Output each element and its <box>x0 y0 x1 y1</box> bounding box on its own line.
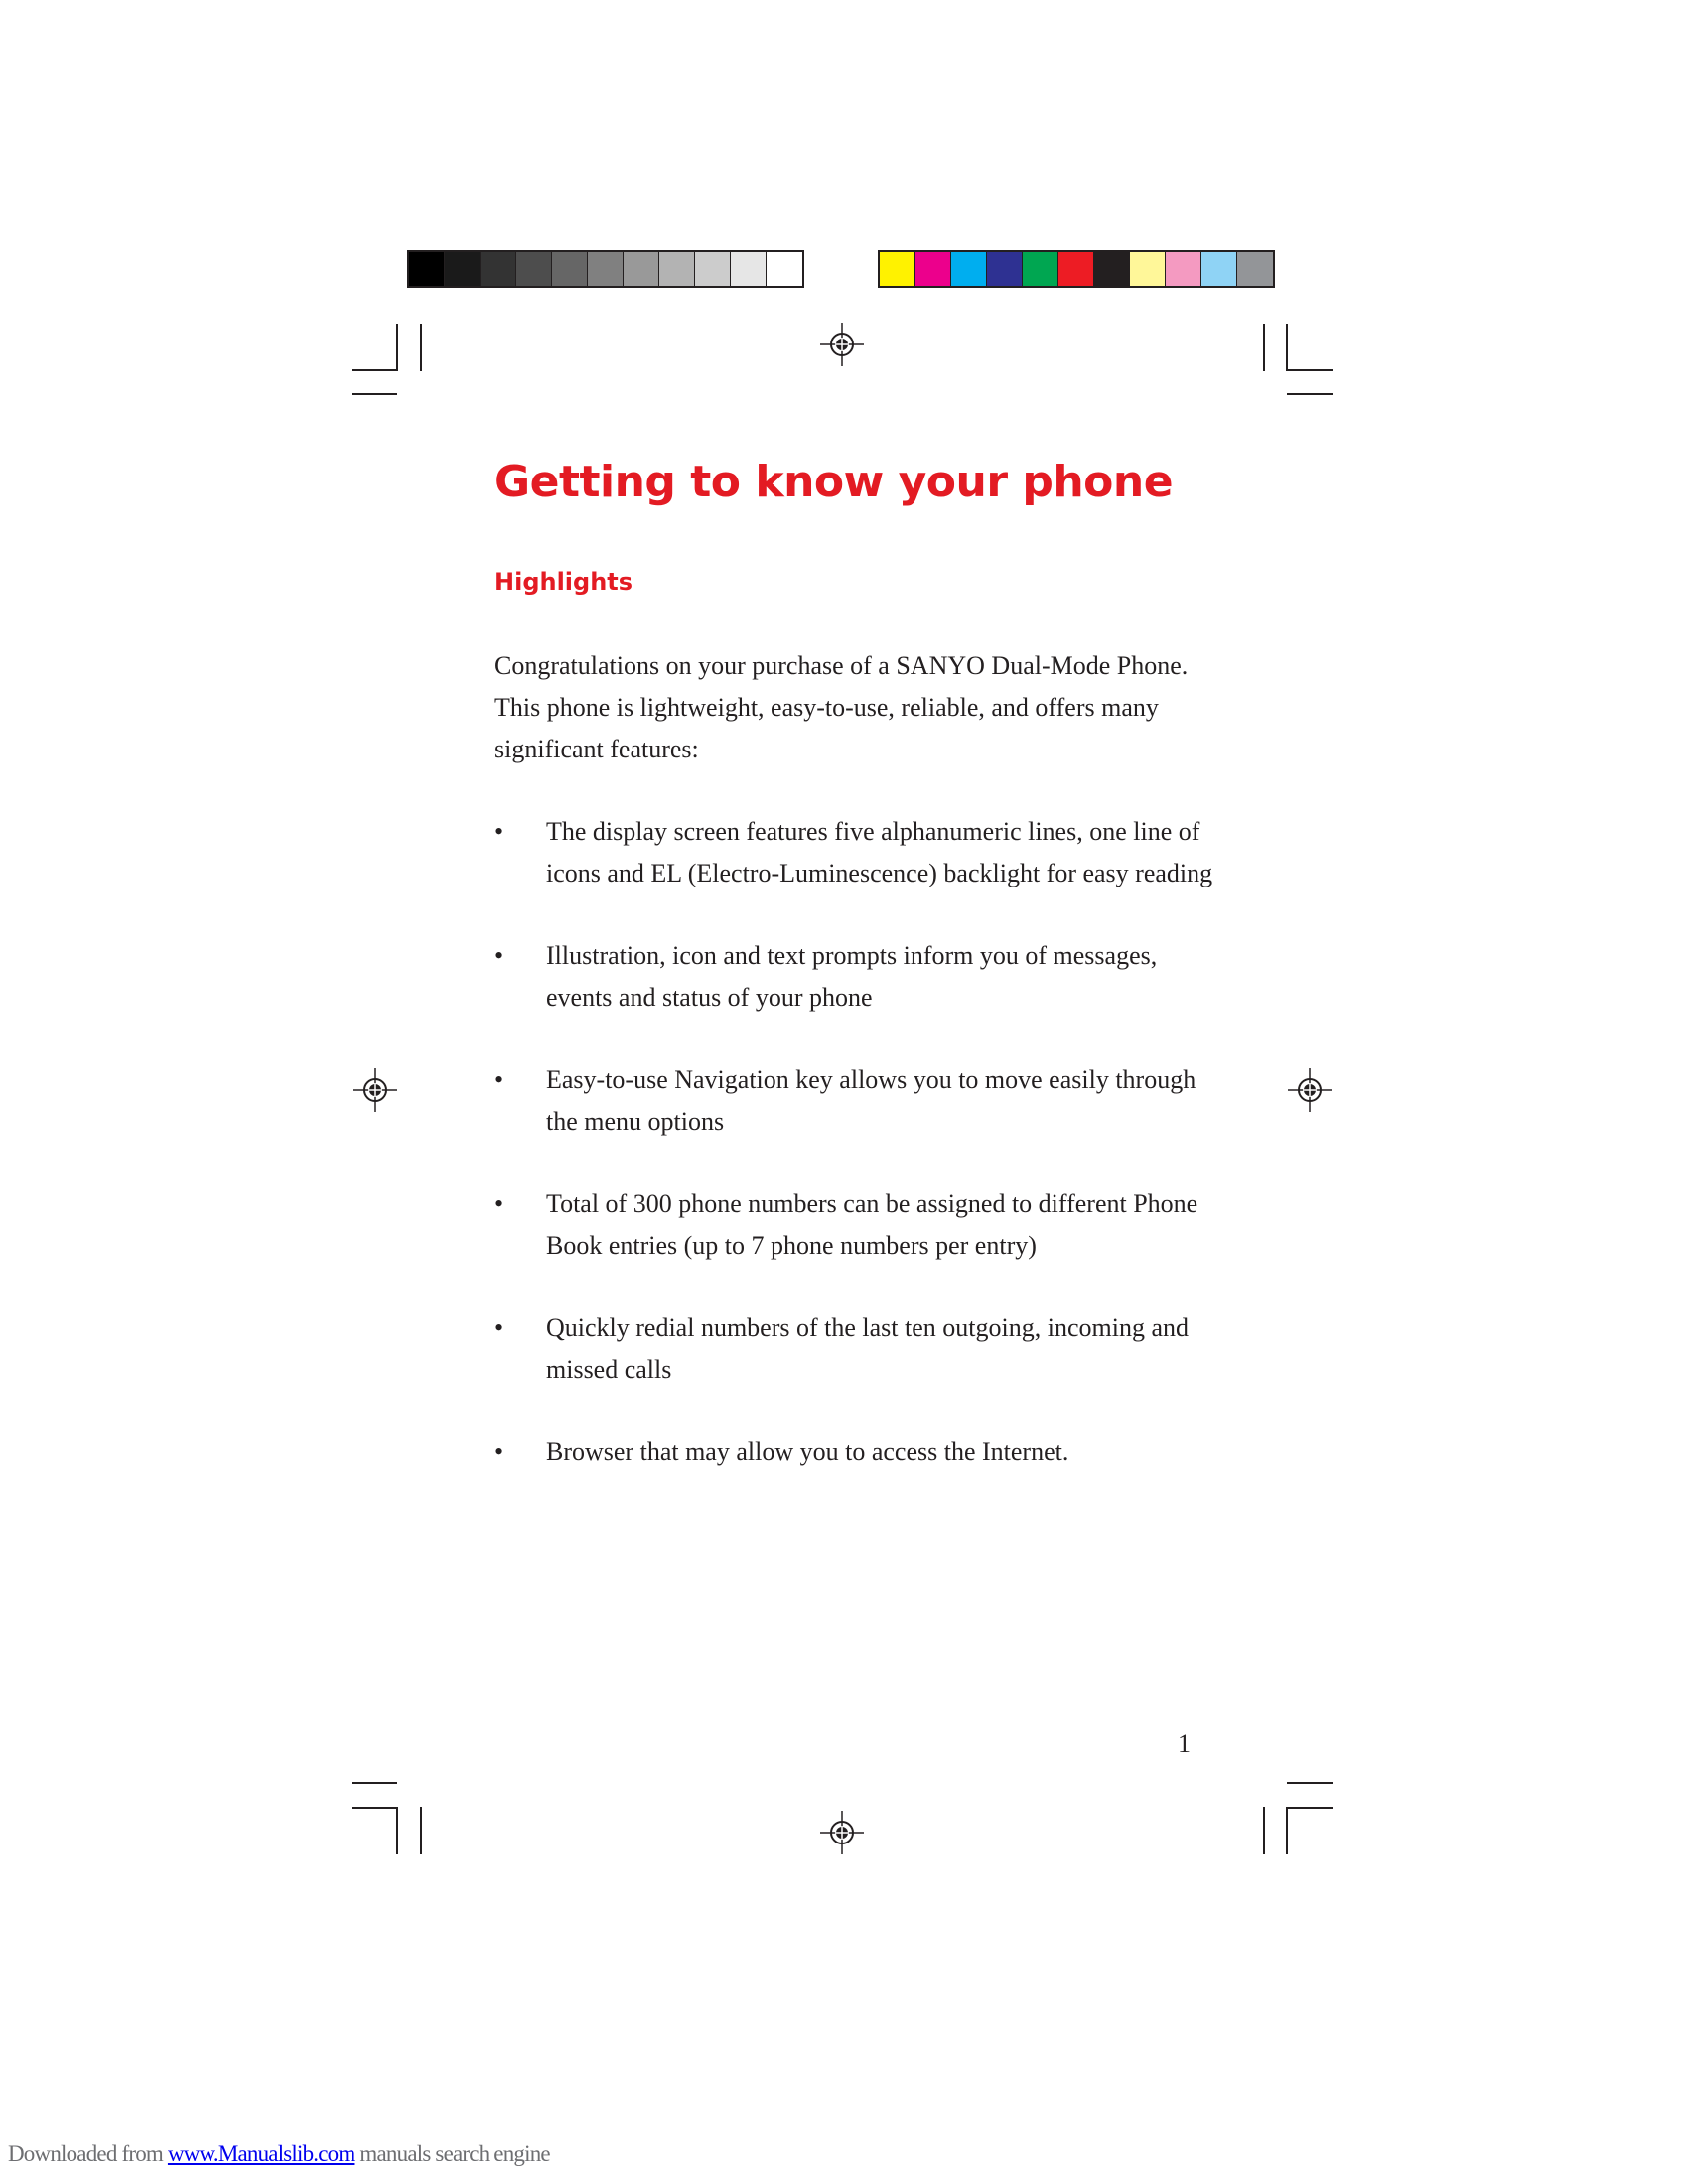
calibration-swatch <box>1237 252 1273 286</box>
footer-suffix: manuals search engine <box>354 2141 550 2166</box>
section-heading: Highlights <box>494 568 633 596</box>
crop-mark <box>1287 369 1333 371</box>
intro-paragraph: Congratulations on your purchase of a SANYO Dual-Mode Phone. This phone is lightweight, easy-to-use, reliable, and offers many significant features: <box>494 651 1189 763</box>
registration-mark-icon <box>820 1811 864 1854</box>
calibration-swatch <box>1166 252 1201 286</box>
crop-mark <box>352 1807 397 1809</box>
list-item-text: Easy-to-use Navigation key allows you to move easily through the menu options <box>546 1065 1196 1136</box>
crop-mark <box>396 324 398 371</box>
bullet-icon: • <box>494 1189 504 1218</box>
registration-mark-icon <box>1288 1068 1332 1112</box>
calibration-swatch <box>445 252 481 286</box>
calibration-swatch <box>951 252 987 286</box>
crop-mark <box>352 1782 397 1784</box>
registration-mark-icon <box>353 1068 397 1112</box>
list-item <box>494 935 1229 1019</box>
crop-mark <box>1287 393 1333 395</box>
crop-mark <box>1263 1807 1265 1854</box>
calibration-swatch <box>659 252 695 286</box>
list-item-text: Browser that may allow you to access the Internet. <box>546 1437 1069 1466</box>
bullet-icon: • <box>494 817 504 846</box>
footer-prefix: Downloaded from <box>8 2141 168 2166</box>
list-item-text: Illustration, icon and text prompts inform you of messages, events and status of your phone <box>546 941 1158 1012</box>
calibration-swatch <box>987 252 1023 286</box>
crop-mark <box>420 324 422 371</box>
list-item-text: Quickly redial numbers of the last ten outgoing, incoming and missed calls <box>546 1313 1189 1384</box>
manualslib-link[interactable]: www.Manualslib.com <box>167 2141 355 2166</box>
crop-mark <box>396 1807 398 1854</box>
calibration-swatch <box>516 252 552 286</box>
list-item <box>494 1059 1229 1143</box>
crop-mark <box>352 369 397 371</box>
calibration-swatch <box>1094 252 1130 286</box>
calibration-swatch <box>481 252 516 286</box>
calibration-swatch <box>1023 252 1058 286</box>
grayscale-calibration-bar <box>407 250 804 288</box>
calibration-swatch <box>1130 252 1166 286</box>
calibration-swatch <box>1058 252 1094 286</box>
calibration-swatch <box>880 252 915 286</box>
calibration-swatch <box>588 252 624 286</box>
calibration-swatch <box>767 252 802 286</box>
crop-mark <box>1286 1807 1288 1854</box>
calibration-swatch <box>409 252 445 286</box>
crop-mark <box>1263 324 1265 371</box>
bullet-icon: • <box>494 1065 504 1094</box>
registration-mark-icon <box>820 323 864 366</box>
calibration-swatch <box>624 252 659 286</box>
color-calibration-bar <box>878 250 1275 288</box>
list-item <box>494 1183 1229 1267</box>
list-item <box>494 1432 1229 1473</box>
bullet-icon: • <box>494 941 504 970</box>
list-item-text: Total of 300 phone numbers can be assigned to different Phone Book entries (up to 7 phone numbers per entry) <box>546 1189 1198 1260</box>
page-title: Getting to know your phone <box>494 457 1174 507</box>
crop-mark <box>1286 324 1288 371</box>
page-number: 1 <box>1178 1729 1191 1758</box>
list-item <box>494 1307 1229 1391</box>
crop-mark <box>1287 1782 1333 1784</box>
calibration-swatch <box>695 252 731 286</box>
crop-mark <box>420 1807 422 1854</box>
bullet-icon: • <box>494 1437 504 1466</box>
feature-list <box>494 811 1229 1514</box>
calibration-swatch <box>915 252 951 286</box>
calibration-swatch <box>552 252 588 286</box>
crop-mark <box>1287 1807 1333 1809</box>
list-item-text: The display screen features five alphanumeric lines, one line of icons and EL (Electro-Luminescence) backlight for easy reading <box>546 817 1213 887</box>
crop-mark <box>352 393 397 395</box>
list-item <box>494 811 1229 894</box>
calibration-swatch <box>731 252 767 286</box>
calibration-swatch <box>1201 252 1237 286</box>
bullet-icon: • <box>494 1313 504 1342</box>
download-footer <box>8 2141 550 2167</box>
